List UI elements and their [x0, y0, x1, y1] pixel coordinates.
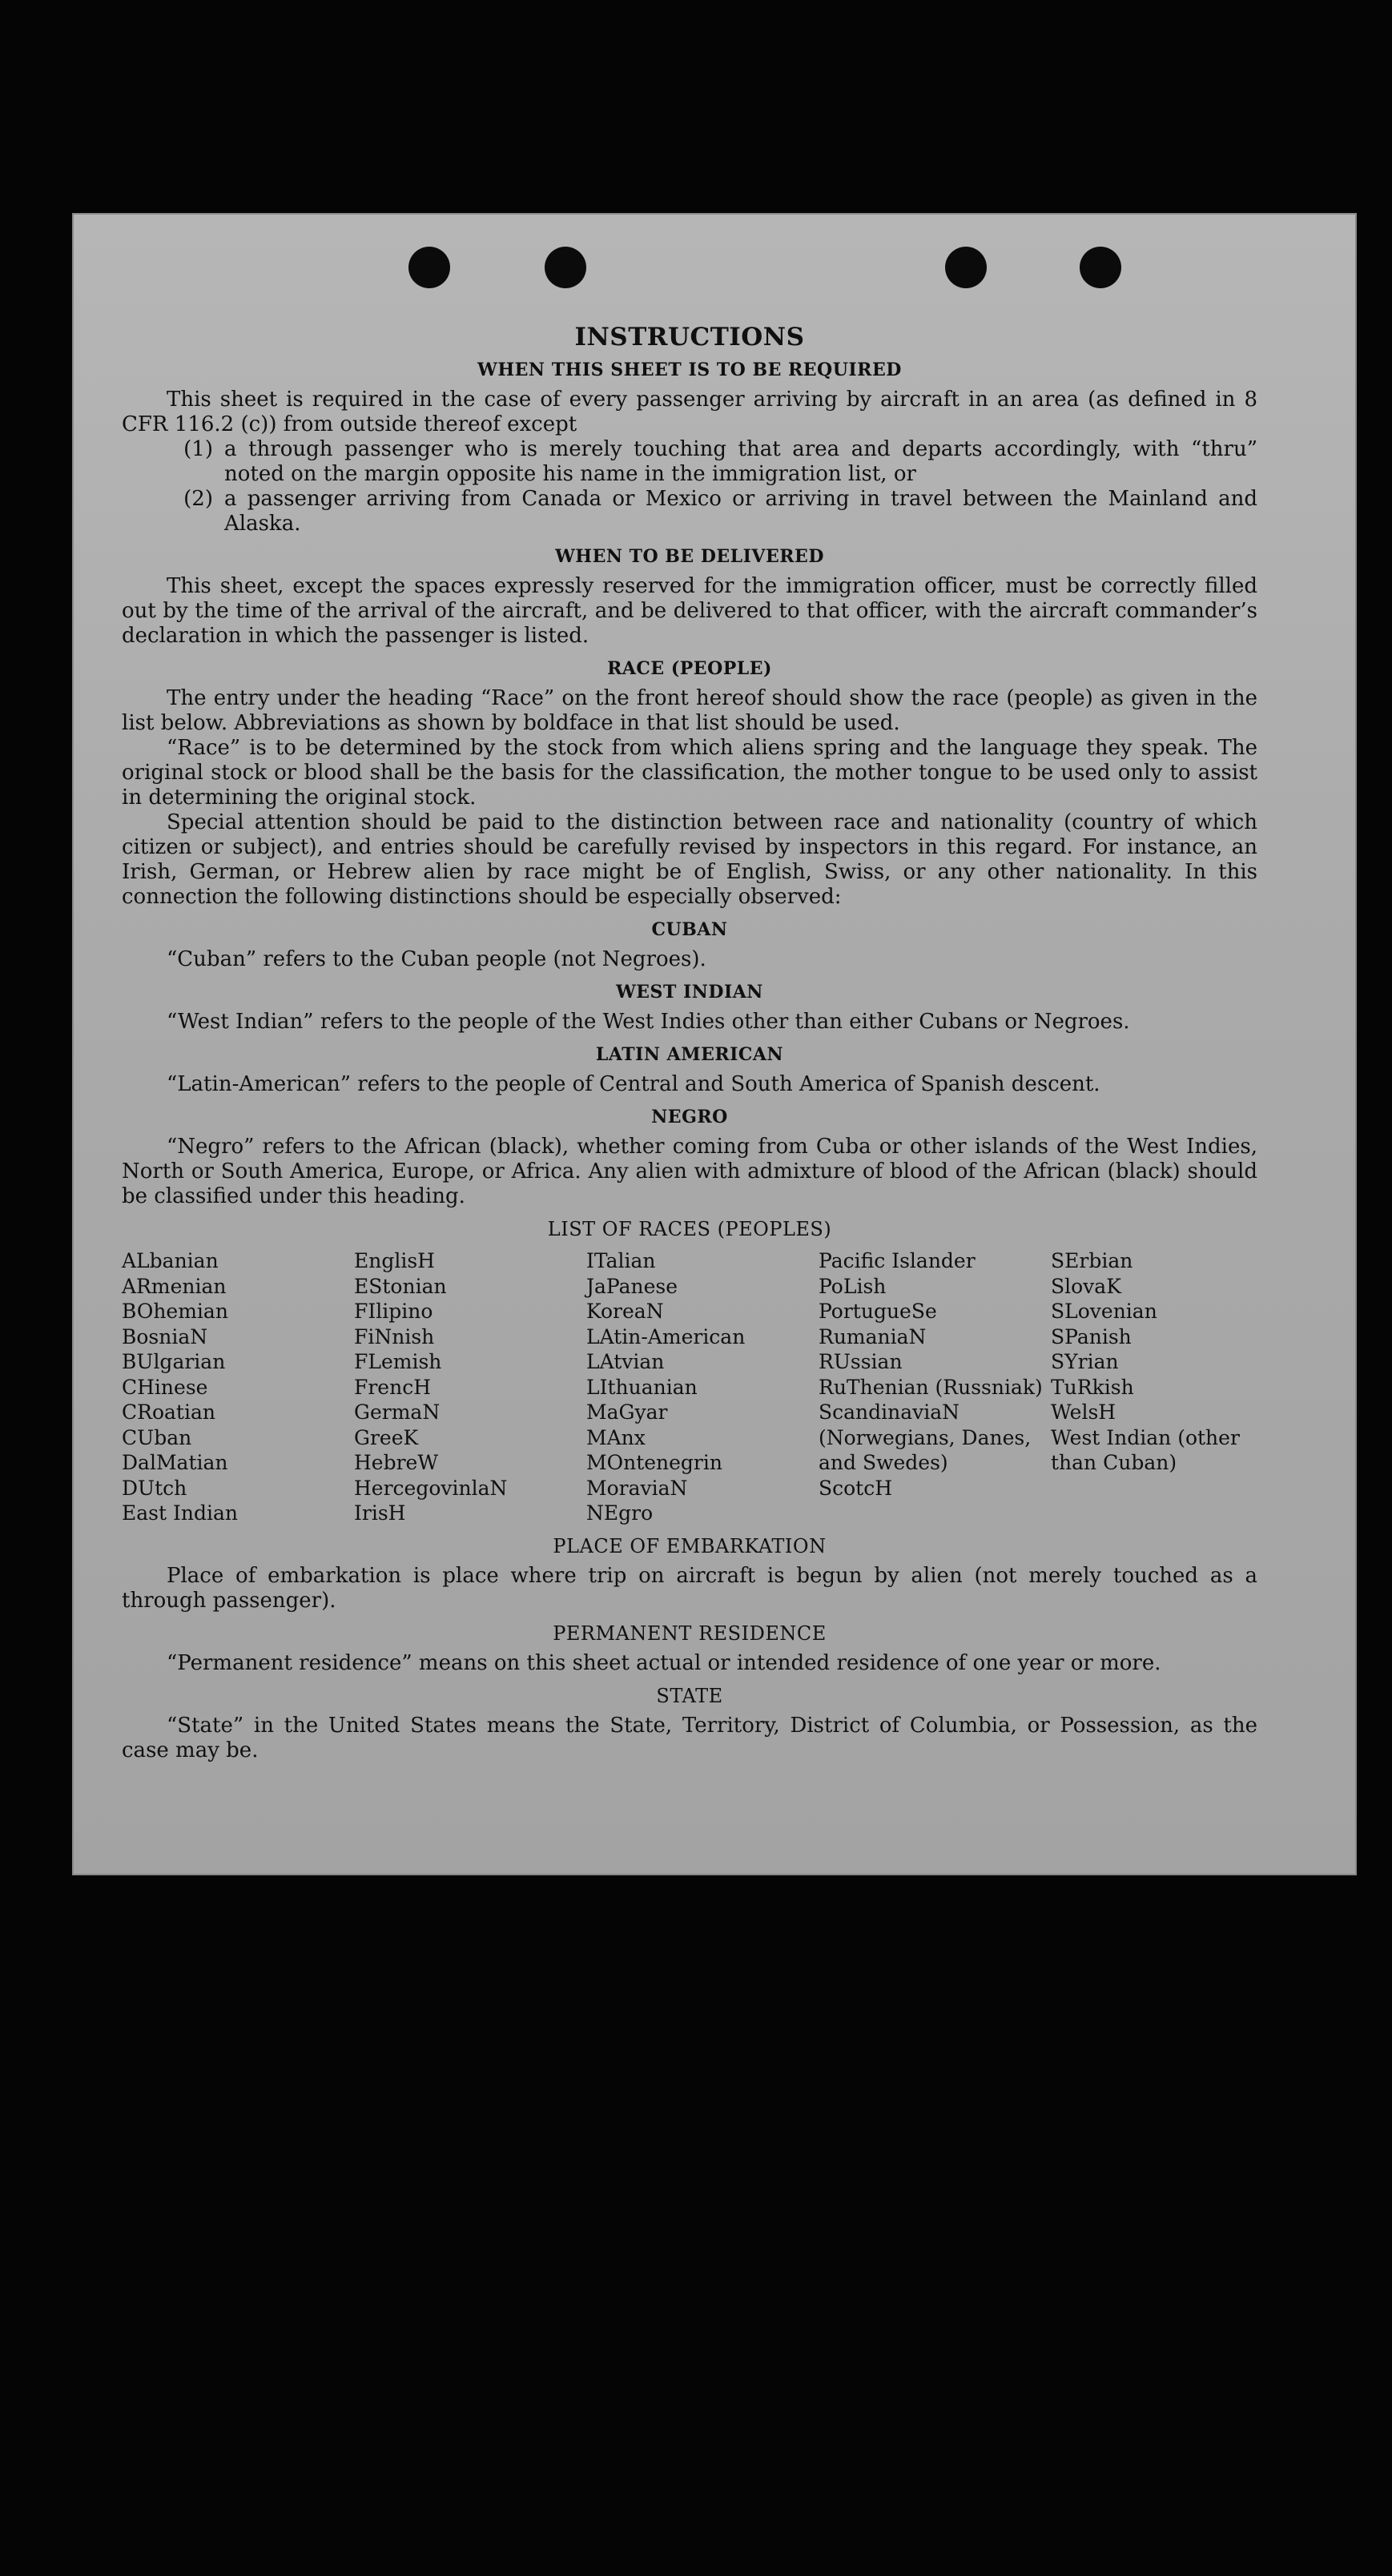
page-title: INSTRUCTIONS	[574, 323, 805, 352]
race-entry: DalMatian	[122, 1451, 228, 1474]
section-heading: CUBAN	[651, 919, 728, 940]
paragraph: “Cuban” refers to the Cuban people (not Negroes).	[167, 947, 706, 971]
section-heading: RACE (PEOPLE)	[607, 658, 772, 679]
race-entry: MaGyar	[586, 1401, 668, 1424]
section-heading: LIST OF RACES (PEOPLES)	[547, 1218, 832, 1240]
list-item	[122, 487, 1257, 536]
item-number: (1)	[183, 437, 213, 461]
punch-hole	[408, 247, 450, 288]
race-entry: SlovaK	[1051, 1274, 1121, 1298]
paragraph: This sheet, except the spaces expressly reserved for the immigration officer, must be correctly filled out by the time of the arrival of the aircraft, and be delivered to that officer, with the aircraft commander’s declaration in which the passenger is listed.	[122, 574, 1257, 648]
race-entry: SErbian	[1051, 1249, 1133, 1272]
race-entry: GermaN	[354, 1401, 441, 1424]
race-entry: RuThenian (Russniak)	[819, 1375, 1043, 1399]
race-entry: LAtin-American	[586, 1324, 746, 1348]
race-entry: HebreW	[354, 1451, 439, 1474]
race-entry: ITalian	[586, 1249, 656, 1272]
punch-hole	[545, 247, 586, 288]
race-entry: Pacific Islander	[819, 1249, 976, 1272]
paragraph: “Race” is to be determined by the stock from which aliens spring and the language they speak. The original stock or blood shall be the basis for the classification, the mother tongue to be used only to assist in determining the original stock.	[122, 736, 1257, 810]
race-entry: CHinese	[122, 1375, 208, 1399]
race-entry: GreeK	[354, 1425, 419, 1449]
races-column	[122, 1248, 354, 1526]
race-entry: FLemish	[354, 1350, 442, 1373]
race-entry: East Indian	[122, 1501, 238, 1525]
item-number: (2)	[183, 487, 213, 511]
instructions-content	[122, 325, 1257, 1763]
item-text: a passenger arriving from Canada or Mexico or arriving in travel between the Mainland and Alaska.	[224, 487, 1257, 536]
race-entry: RumaniaN	[819, 1324, 927, 1348]
race-entry: BUlgarian	[122, 1350, 226, 1373]
section-heading: WHEN TO BE DELIVERED	[555, 546, 824, 567]
race-entry: IrisH	[354, 1501, 406, 1525]
section-heading: NEGRO	[651, 1107, 728, 1127]
races-column	[354, 1248, 586, 1526]
race-entry: DUtch	[122, 1476, 187, 1500]
race-entry: FIlipino	[354, 1300, 433, 1323]
race-entry: ARmenian	[122, 1274, 227, 1298]
race-entry: WelsH	[1051, 1401, 1116, 1424]
punch-hole	[945, 247, 987, 288]
paragraph: The entry under the heading “Race” on the front hereof should show the race (people) as given in the list below. Abbreviations as shown by boldface in that list should be used.	[122, 686, 1257, 735]
race-entry: HercegovinlaN	[354, 1476, 508, 1500]
paragraph: Place of embarkation is place where trip on aircraft is begun by alien (not merely touched as a through passenger).	[122, 1563, 1257, 1613]
race-entry: MOntenegrin	[586, 1451, 722, 1474]
races-column	[1051, 1248, 1257, 1526]
race-entry: SYrian	[1051, 1350, 1119, 1373]
race-entry: FiNnish	[354, 1324, 435, 1348]
race-entry: FrencH	[354, 1375, 431, 1399]
paragraph: “Latin-American” refers to the people of Central and South America of Spanish descent.	[167, 1072, 1100, 1096]
paragraph: This sheet is required in the case of every passenger arriving by aircraft in an area (as defined in 8 CFR 116.2 (c)) from outside thereof except	[122, 388, 1257, 436]
race-entry: KoreaN	[586, 1300, 664, 1323]
race-entry: LAtvian	[586, 1350, 665, 1373]
section-heading: LATIN AMERICAN	[595, 1044, 784, 1065]
race-entry: PortugueSe	[819, 1300, 937, 1323]
race-entry: LIthuanian	[586, 1375, 698, 1399]
race-entry: NEgro	[586, 1501, 654, 1525]
race-entry: MoraviaN	[586, 1476, 688, 1500]
paragraph: “Permanent residence” means on this sheet actual or intended residence of one year or more.	[167, 1650, 1161, 1675]
race-entry: MAnx	[586, 1425, 646, 1449]
punch-hole	[1080, 247, 1121, 288]
race-entry: SPanish	[1051, 1324, 1132, 1348]
document-sheet	[72, 213, 1357, 1875]
race-entry: RUssian	[819, 1350, 903, 1373]
paragraph: “State” in the United States means the State, Territory, District of Columbia, or Possession, as the case may be.	[122, 1713, 1257, 1762]
races-list	[122, 1248, 1257, 1526]
race-entry: JaPanese	[586, 1274, 678, 1298]
race-entry: SLovenian	[1051, 1300, 1157, 1323]
section-heading: WEST INDIAN	[616, 982, 763, 1003]
race-entry: CRoatian	[122, 1401, 215, 1424]
section-heading: STATE	[656, 1684, 723, 1707]
race-entry: ScotcH	[819, 1476, 893, 1500]
race-entry: PoLish	[819, 1274, 887, 1298]
section-heading: PLACE OF EMBARKATION	[553, 1534, 827, 1557]
race-entry: CUban	[122, 1425, 192, 1449]
race-entry: EStonian	[354, 1274, 447, 1298]
list-item	[122, 437, 1257, 487]
race-entry: ALbanian	[122, 1249, 219, 1272]
race-entry: BosniaN	[122, 1324, 208, 1348]
races-column	[819, 1248, 1051, 1526]
race-entry: BOhemian	[122, 1300, 228, 1323]
paragraph: “West Indian” refers to the people of the West Indies other than either Cubans or Negroes.	[167, 1010, 1130, 1034]
race-entry: West Indian (other than Cuban)	[1051, 1425, 1240, 1474]
section-heading: PERMANENT RESIDENCE	[553, 1622, 827, 1645]
races-column	[586, 1248, 819, 1526]
race-entry: TuRkish	[1051, 1375, 1134, 1399]
paragraph: “Negro” refers to the African (black), whether coming from Cuba or other islands of the West Indies, North or South America, Europe, or Africa. Any alien with admixture of blood of the African (black) should be classified under this heading.	[122, 1135, 1257, 1208]
section-heading: WHEN THIS SHEET IS TO BE REQUIRED	[477, 360, 902, 380]
item-text: a through passenger who is merely touching that area and departs accordingly, with “thru” noted on the margin opposite his name in the immigration list, or	[224, 437, 1257, 486]
race-entry: EnglisH	[354, 1249, 435, 1272]
paragraph: Special attention should be paid to the distinction between race and nationality (country of which citizen or subject), and entries should be carefully revised by inspectors in this regard. For instance, an Irish, German, or Hebrew alien by race might be of English, Swiss, or any other nationality. In this connection the following distinctions should be especially observed:	[122, 810, 1257, 909]
race-entry: ScandinaviaN (Norwegians, Danes, and Swedes)	[819, 1401, 1032, 1474]
